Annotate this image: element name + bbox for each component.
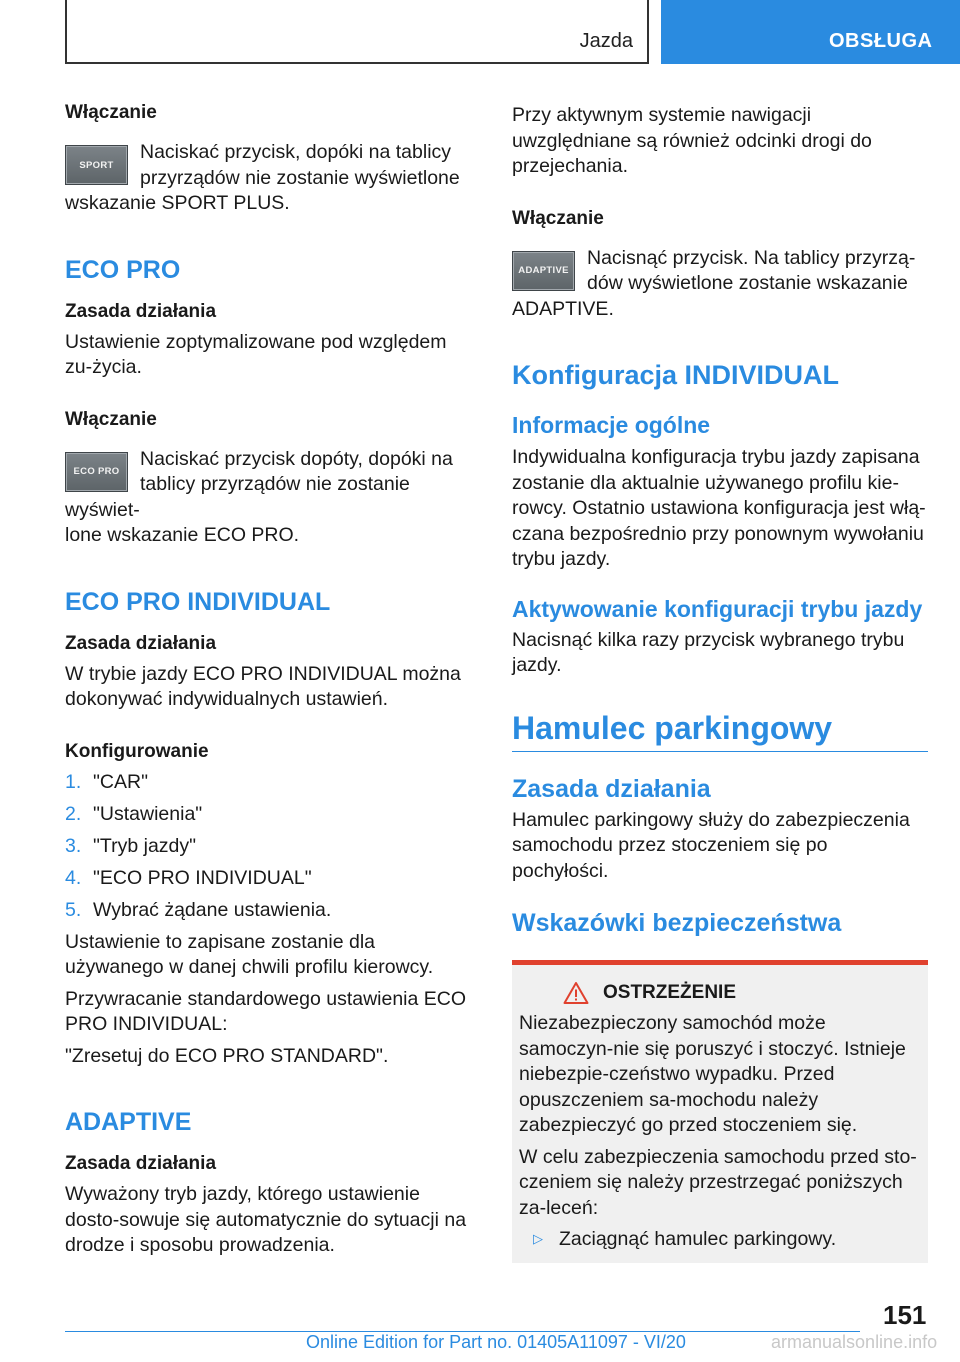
warning-triangle-icon [563,981,589,1005]
sport-switch-on-heading: Włączanie [65,102,157,123]
adaptive-switch-on-heading: Włączanie [512,207,604,229]
page-number: 151 [883,1300,927,1330]
adaptive-instruction-text: Nacisnąć przycisk. Na tablicy przyrzą-dów wyświetlone zostanie wskazanie [587,246,916,294]
eco-pro-button-icon: ECO PRO [65,452,128,492]
parking-brake-heading: Hamulec parkingowy [512,709,833,746]
adaptive-instruction-text-cont: ADAPTIVE. [512,297,614,320]
config-step: 3. "Tryb jazdy" [65,834,197,857]
adaptive-button-icon: ADAPTIVE [512,251,575,291]
eco-individual-restore-text: Przywracanie standardowego ustawienia ECO PRO INDIVIDUAL: [65,987,467,1035]
warning-instructions: W celu zabezpieczenia samochodu przed sto-czeniem się należy przestrzegać poniższych za-leceń: [519,1145,917,1219]
adaptive-navigation-text: Przy aktywnym systemie nawigacji uwzględniane są również odcinki drogi do przejechania. [512,104,872,177]
bullet-triangle-icon: ▷ [533,1231,543,1246]
warning-box [512,960,928,1263]
individual-config-heading: Konfiguracja INDIVIDUAL [512,360,840,390]
eco-pro-instruction [65,447,478,549]
left-column [65,100,478,1259]
adaptive-principle-heading: Zasada działania [65,1153,217,1174]
eco-pro-individual-heading: ECO PRO INDIVIDUAL [65,587,331,616]
header-chapter-tab [661,0,960,64]
sport-button-icon: SPORT [65,145,128,185]
eco-pro-instruction-text-cont: lone wskazanie ECO PRO. [65,524,300,546]
eco-individual-principle-heading: Zasada działania [65,632,217,654]
config-steps-list [65,770,478,924]
activate-config-text: Nacisnąć kilka razy przycisk wybranego trybu jazdy. [512,628,905,676]
sport-instruction-text: Naciskać przycisk, dopóki na tablicy przyrządów nie zostanie wyświetlone [140,141,460,189]
warning-title: OSTRZEŻENIE [603,982,737,1003]
config-step: 4. "ECO PRO INDIVIDUAL" [65,866,312,889]
eco-individual-saved-text: Ustawienie to zapisane zostanie dla używanego w danej chwili profilu kierowcy. [65,930,434,978]
parking-principle-text: Hamulec parkingowy służy do zabezpieczenia samochodu przez stoczeniem się po pochyłości. [512,808,910,882]
sport-instruction [65,140,478,217]
warning-header [519,981,920,1005]
watermark: armanualsonline.info [771,1332,938,1352]
header-chapter: OBSŁUGA [829,30,933,52]
adaptive-principle-text: Wyważony tryb jazdy, którego ustawienie dosto-sowuje się automatycznie do sytuacji na drodze i sposobu prowadzenia. [65,1183,467,1256]
eco-pro-principle-text: Ustawienie zoptymalizowane pod względem zu-życia. [65,330,447,378]
config-step: 5. Wybrać żądane ustawienia. [65,898,332,921]
warning-text: Niezabezpieczony samochód może samoczyn-nie się poruszyć i stoczyć. Istnieje niebezpie-czeństwo wypadku. Przed opuszczeniem sa-mochodu należy zabezpieczyć go przed stoczeniem się. [519,1012,906,1136]
header-section: Jazda [579,30,633,52]
general-info-heading: Informacje ogólne [512,412,711,438]
eco-individual-config-heading: Konfigurowanie [65,740,209,762]
parking-brake-heading-rule [512,709,928,752]
eco-pro-heading: ECO PRO [65,255,181,284]
config-step: 1. "CAR" [65,770,149,793]
eco-pro-principle-heading: Zasada działania [65,300,217,322]
adaptive-heading: ADAPTIVE [65,1108,192,1136]
sport-instruction-text-cont: wskazanie SPORT PLUS. [65,192,290,214]
eco-individual-principle-text: W trybie jazdy ECO PRO INDIVIDUAL można dokonywać indywidualnych ustawień. [65,662,461,710]
right-column [512,100,928,1263]
activate-config-heading: Aktywowanie konfiguracji trybu jazdy [512,595,923,622]
warning-bullet [519,1227,920,1253]
safety-notes-heading: Wskazówki bezpieczeństwa [512,909,842,937]
parking-principle-heading: Zasada działania [512,774,711,803]
eco-pro-switch-on-heading: Włączanie [65,408,157,430]
eco-pro-instruction-text: Naciskać przycisk dopóty, dopóki na tablicy przyrządów nie zostanie wyświet- [65,447,453,521]
eco-individual-reset-text: "Zresetuj do ECO PRO STANDARD". [65,1044,389,1067]
header-section-box [65,0,649,64]
adaptive-instruction [512,246,928,323]
warning-bullet-text: Zaciągnąć hamulec parkingowy. [559,1228,837,1250]
footer-edition: Online Edition for Part no. 01405A11097 - VI/20 [306,1332,686,1352]
general-info-text: Indywidualna konfiguracja trybu jazdy zapisana zostanie dla aktualnie używanego profilu kie-rowcy. Ostatnio ustawiona konfiguracja jest włą-czana bezpośrednio przy ponownym wywołaniu trybu jazdy. [512,446,926,570]
config-step: 2. "Ustawienia" [65,802,203,825]
